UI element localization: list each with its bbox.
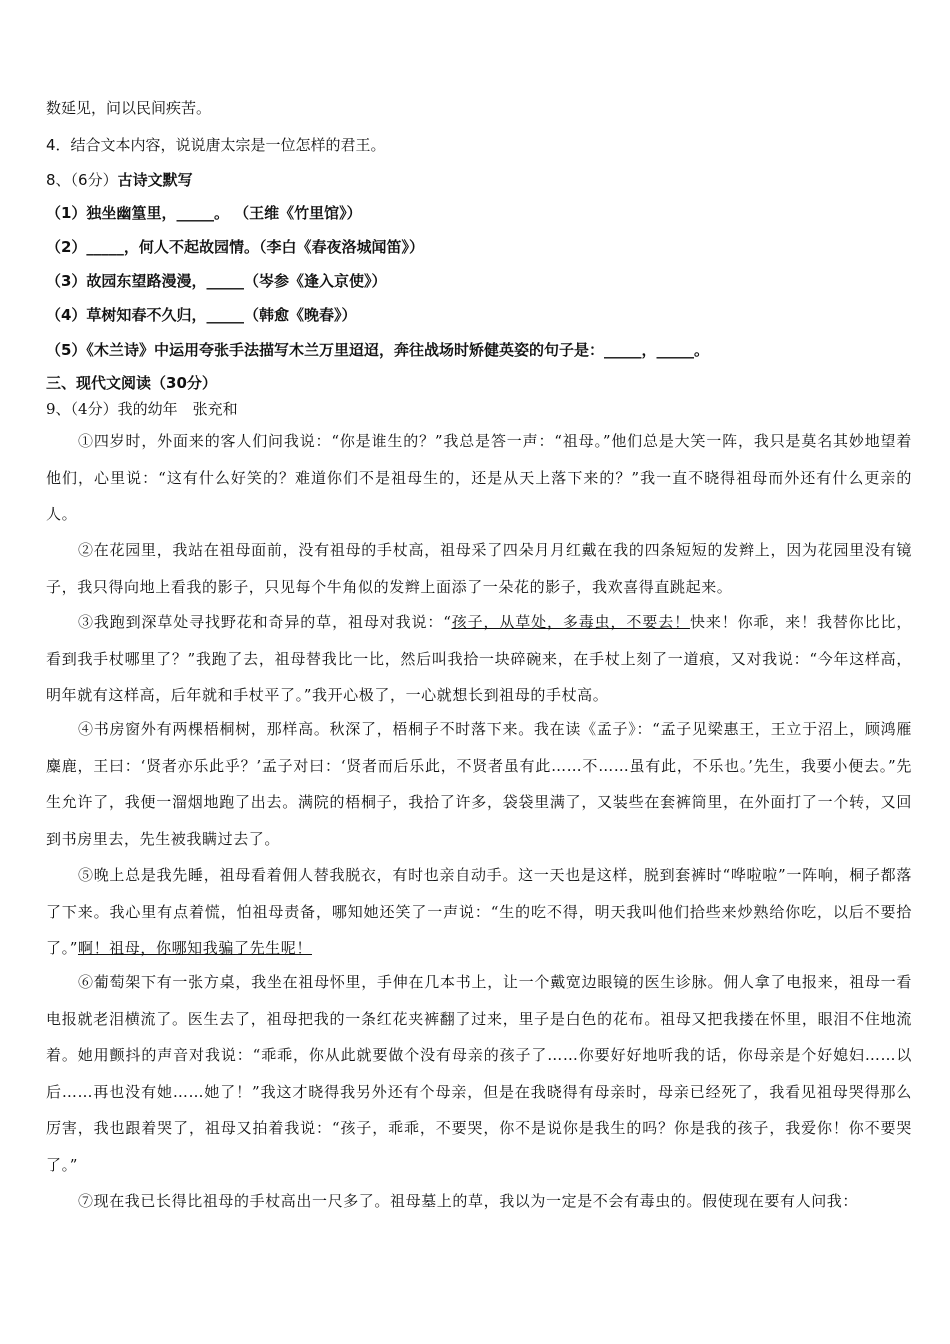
paragraph-6: ⑥葡萄架下有一张方桌，我坐在祖母怀里，手伸在几本书上，让一个戴宽边眼镜的医生诊脉。佣人拿了电报来，祖母一看电报就老泪横流了。医生去了，祖母把我的一条红花夹裤翻了过来，里子是白色的花布。祖母又把我搂在怀里，眼泪不住地流着。她用颤抖的声音对我说：“乖乖，你从此就要做个没有母亲的孩子了……你要好好地听我的话，你母亲是个好媳妇……以后……再也没有她……她了！”我这才晓得我另外还有个母亲，但是在我晓得有母亲时，母亲已经死了，我看见祖母哭得那么厉害，我也跟着哭了，祖母又拍着我说：“孩子，乖乖，不要哭，你不是说你是我生的吗？你是我的孩子，我爱你！你不要哭了。” xyxy=(46,973,912,1174)
question-4-text: 4．结合文本内容，说说唐太宗是一位怎样的君王。 xyxy=(46,136,386,154)
top-fragment-text: 数延见，问以民间疾苦。 xyxy=(46,99,212,117)
q8-item-3: （3）故园东望路漫漫，_____（岑参《逢入京使》） xyxy=(46,272,387,290)
paragraph-4: ④书房窗外有两棵梧桐树，那样高。秋深了，梧桐子不时落下来。我在读《孟子》：“孟子见梁惠王，王立于沼上，顾鸿雁麋鹿，王曰：‘贤者亦乐此乎？’孟子对曰：‘贤者而后乐此，不贤者虽有此……不……虽有此，不乐也。’先生，我要小便去。”先生允许了，我便一溜烟地跑了出去。满院的梧桐子，我拾了许多，袋袋里满了，又装些在套裤筒里，在外面打了一个转，又回到书房里去，先生被我瞒过去了。 xyxy=(46,720,912,848)
q8-item-1: （1）独坐幽篁里，_____。 （王维《竹里馆》） xyxy=(46,204,362,222)
q8-item-5: （5）《木兰诗》中运用夸张手法描写木兰万里迢迢，奔往战场时矫健英姿的句子是：_____，_____。 xyxy=(46,341,709,359)
paragraph-7: ⑦现在我已长得比祖母的手杖高出一尺多了。祖母墓上的草，我以为一定是不会有毒虫的。假使现在要有人问我： xyxy=(78,1192,859,1210)
paragraph-5 xyxy=(46,857,912,967)
paragraph-3-underlined: 孩子，从草处，多毒虫，不要去！ xyxy=(451,613,690,631)
question-8-title: 古诗文默写 xyxy=(117,171,193,189)
paragraph-2: ②在花园里，我站在祖母面前，没有祖母的手杖高，祖母采了四朵月月红戴在我的四条短短的发辫上，因为花园里没有镜子，我只得向地上看我的影子，只见每个牛角似的发辫上面添了一朵花的影子，我欢喜得直跳起来。 xyxy=(46,541,912,596)
paragraph-5-underlined: 啊！祖母，你哪知我骗了先生呢！ xyxy=(77,939,312,957)
paragraph-3-end: 快来！你乖，来！我替你比比，看到我手杖哪里了？”我跑了去，祖母替我比一比，然后叫我拾一块碎碗来，在手杖上刻了一道痕，又对我说：“今年这样高，明年就有这样高，后年就和手杖平了。”我开心极了，一心就想长到祖母的手杖高。 xyxy=(46,613,912,704)
paragraph-3-start: ③我跑到深草处寻找野花和奇异的草，祖母对我说：“ xyxy=(78,613,452,631)
q8-item-2: （2）_____，何人不起故园情。（李白《春夜洛城闻笛》） xyxy=(46,238,424,256)
question-8-number: 8、（6分） xyxy=(46,171,118,189)
paragraph-5-text: ⑤晚上总是我先睡，祖母看着佣人替我脱衣，有时也亲自动手。这一天也是这样，脱到套裤时“哗啦啦”一阵响，桐子都落了下来。我心里有点着慌，怕祖母责备，哪知她还笑了一声说：“生的吃不得，明天我叫他们拾些来炒熟给你吃，以后不要拾了。” xyxy=(46,866,912,957)
section-3-heading: 三、现代文阅读（30分） xyxy=(46,374,217,392)
question-8-heading xyxy=(46,170,916,190)
paragraph-3 xyxy=(46,604,912,714)
q8-item-4: （4）草树知春不久归，_____（韩愈《晚春》） xyxy=(46,306,357,324)
question-9-heading: 9、（4分）我的幼年 张充和 xyxy=(46,400,238,418)
paragraph-1: ①四岁时，外面来的客人们问我说：“你是谁生的？”我总是答一声：“祖母。”他们总是大笑一阵，我只是莫名其妙地望着他们，心里说：“这有什么好笑的？难道你们不是祖母生的，还是从天上落下来的？”我一直不晓得祖母而外还有什么更亲的人。 xyxy=(46,432,912,523)
